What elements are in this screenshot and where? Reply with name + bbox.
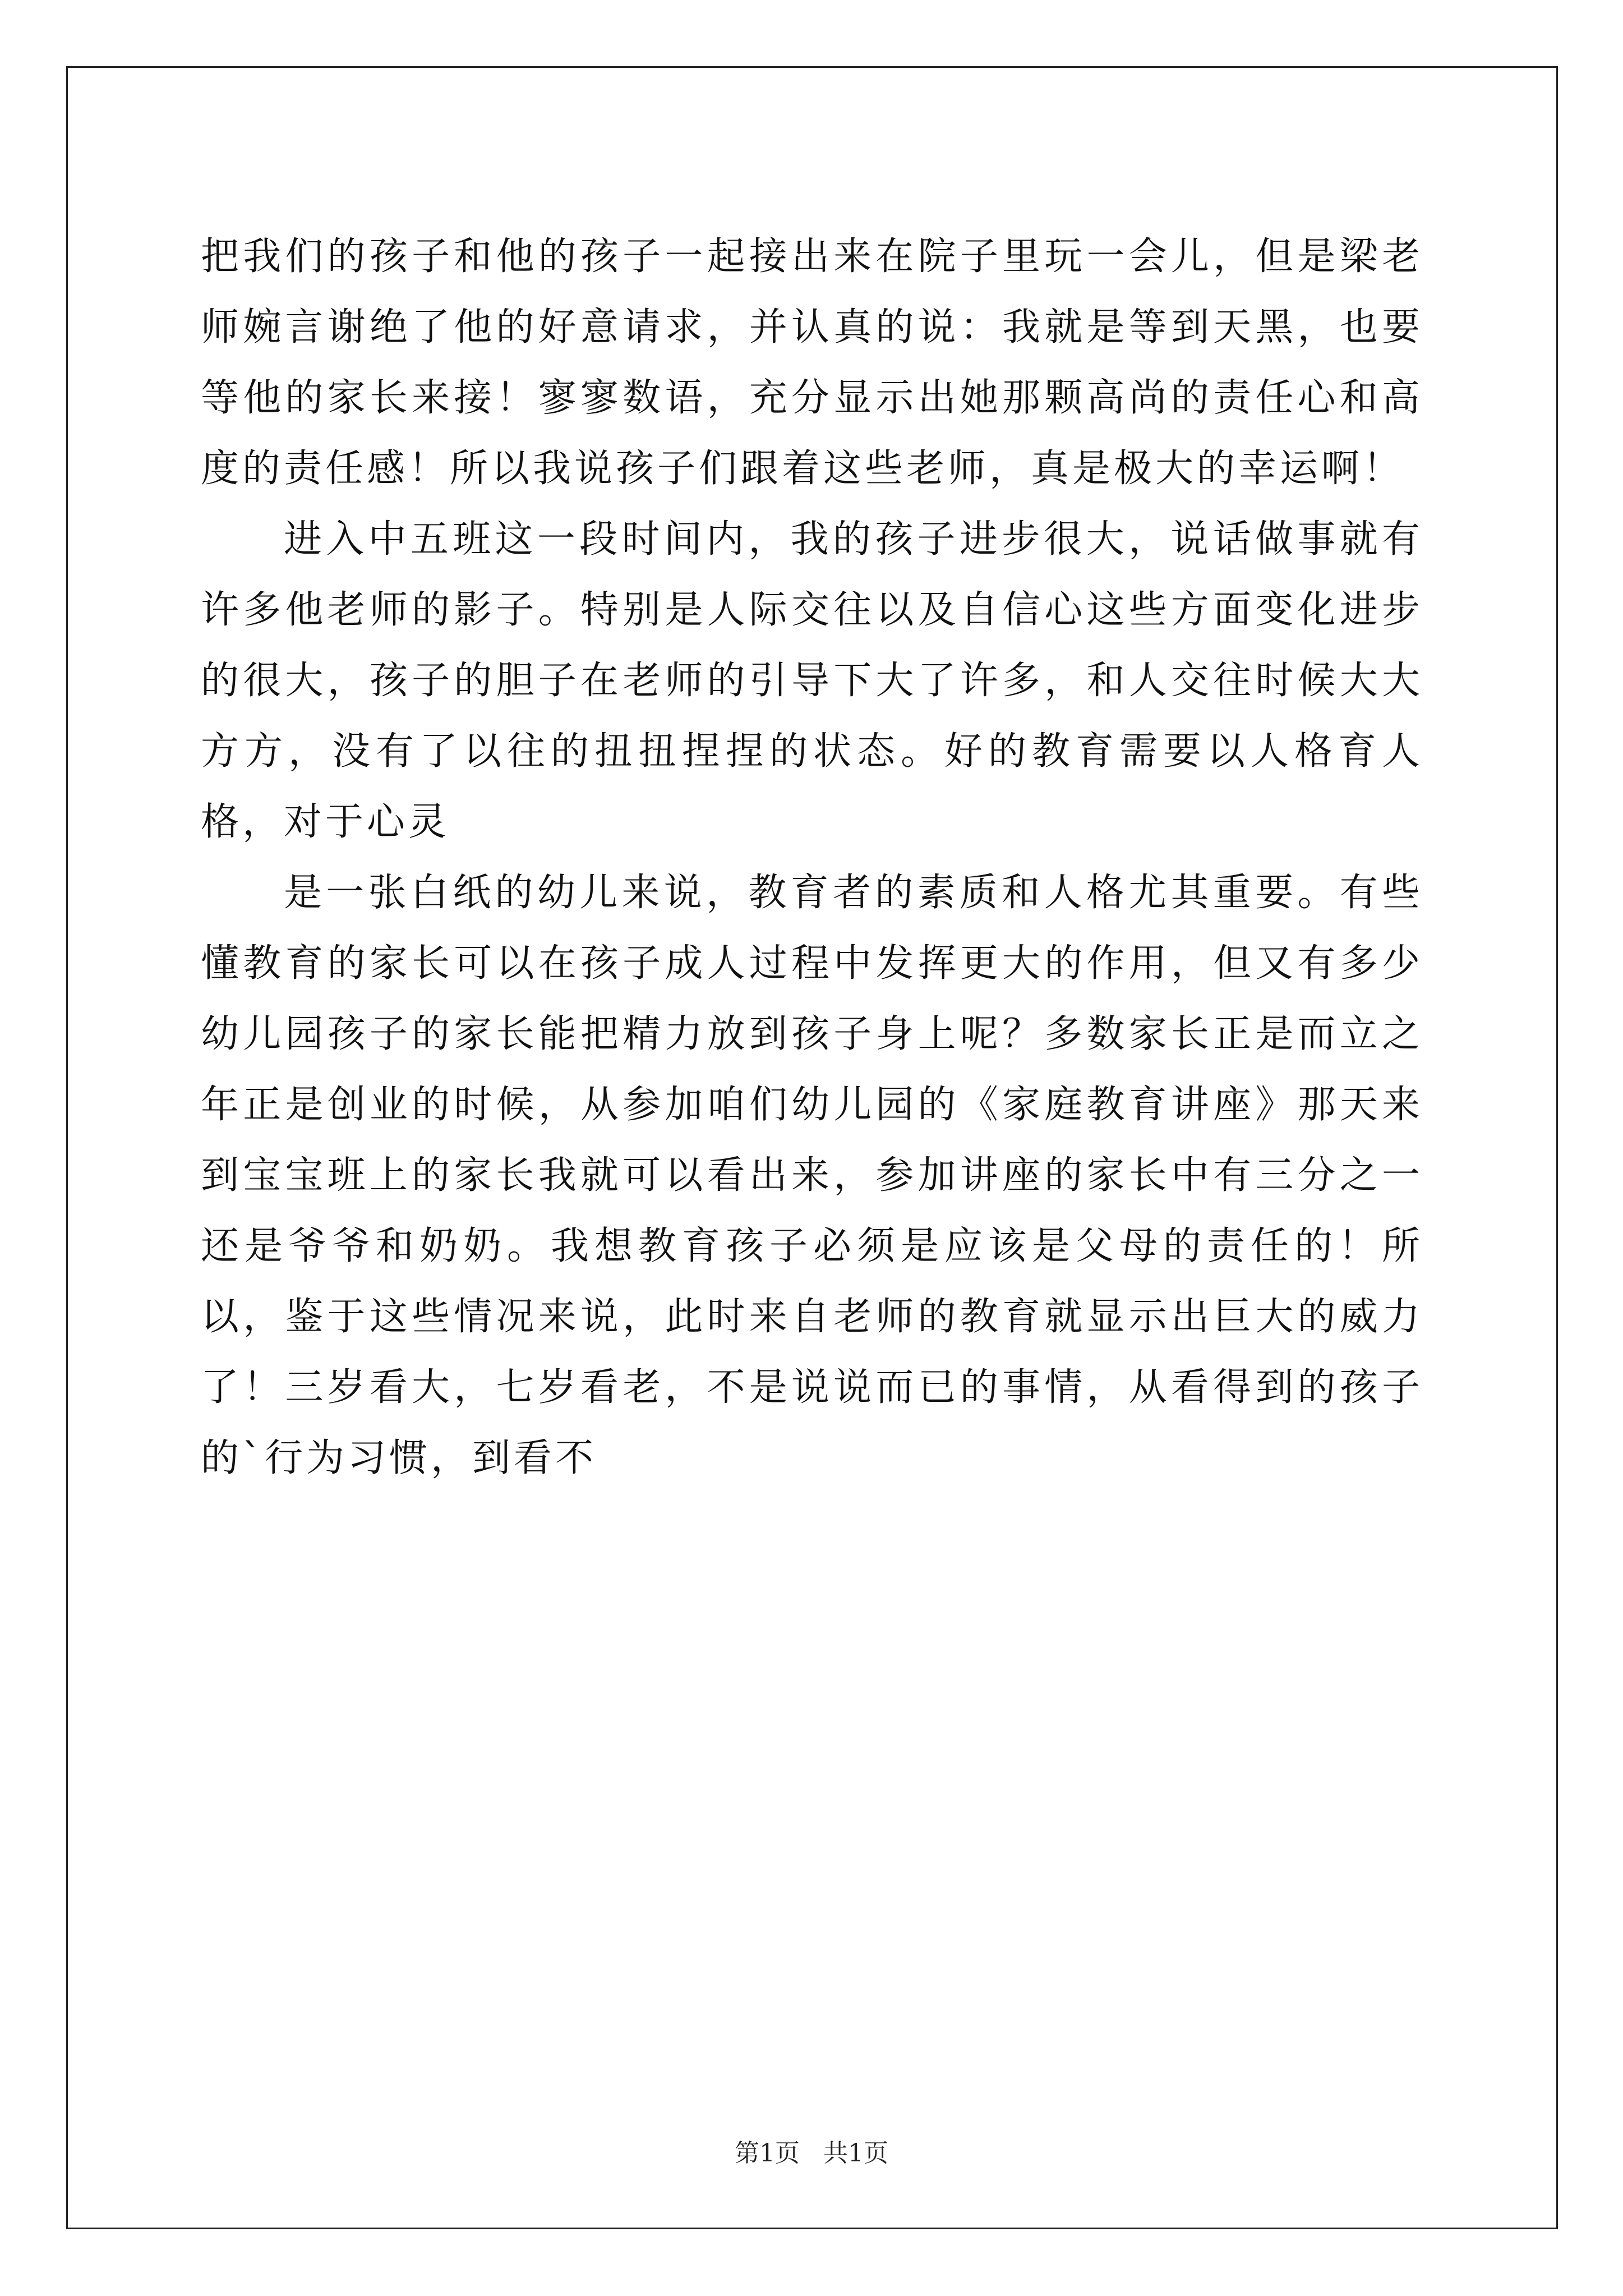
page-number-footer: 第1页 共1页	[735, 2139, 888, 2168]
paragraph-2: 进入中五班这一段时间内，我的孩子进步很大，说话做事就有许多他老师的影子。特别是人际交往以及自信心这些方面变化进步的很大，孩子的胆子在老师的引导下大了许多，和人交往时候大大方方，没有了以往的扭扭捏捏的状态。好的教育需要以人格育人格，对于心灵	[201, 517, 1423, 844]
paragraph-3: 是一张白纸的幼儿来说，教育者的素质和人格尤其重要。有些懂教育的家长可以在孩子成人过程中发挥更大的作用，但又有多少幼儿园孩子的家长能把精力放到孩子身上呢？多数家长正是而立之年正是创业的时候，从参加咱们幼儿园的《家庭教育讲座》那天来到宝宝班上的家长我就可以看出来，参加讲座的家长中有三分之一还是爷爷和奶奶。我想教育孩子必须是应该是父母的责任的！所以，鉴于这些情况来说，此时来自老师的教育就显示出巨大的威力了！三岁看大，七岁看老，不是说说而已的事情，从看得到的孩子的`行为习惯，到看不	[201, 871, 1423, 1480]
document-body	[201, 222, 1423, 1494]
paragraph-1: 把我们的孩子和他的孩子一起接出来在院子里玩一会儿，但是梁老师婉言谢绝了他的好意请求，并认真的说：我就是等到天黑，也要等他的家长来接！寥寥数语，充分显示出她那颗高尚的责任心和高度的责任感！所以我说孩子们跟着这些老师，真是极大的幸运啊！	[201, 234, 1423, 491]
